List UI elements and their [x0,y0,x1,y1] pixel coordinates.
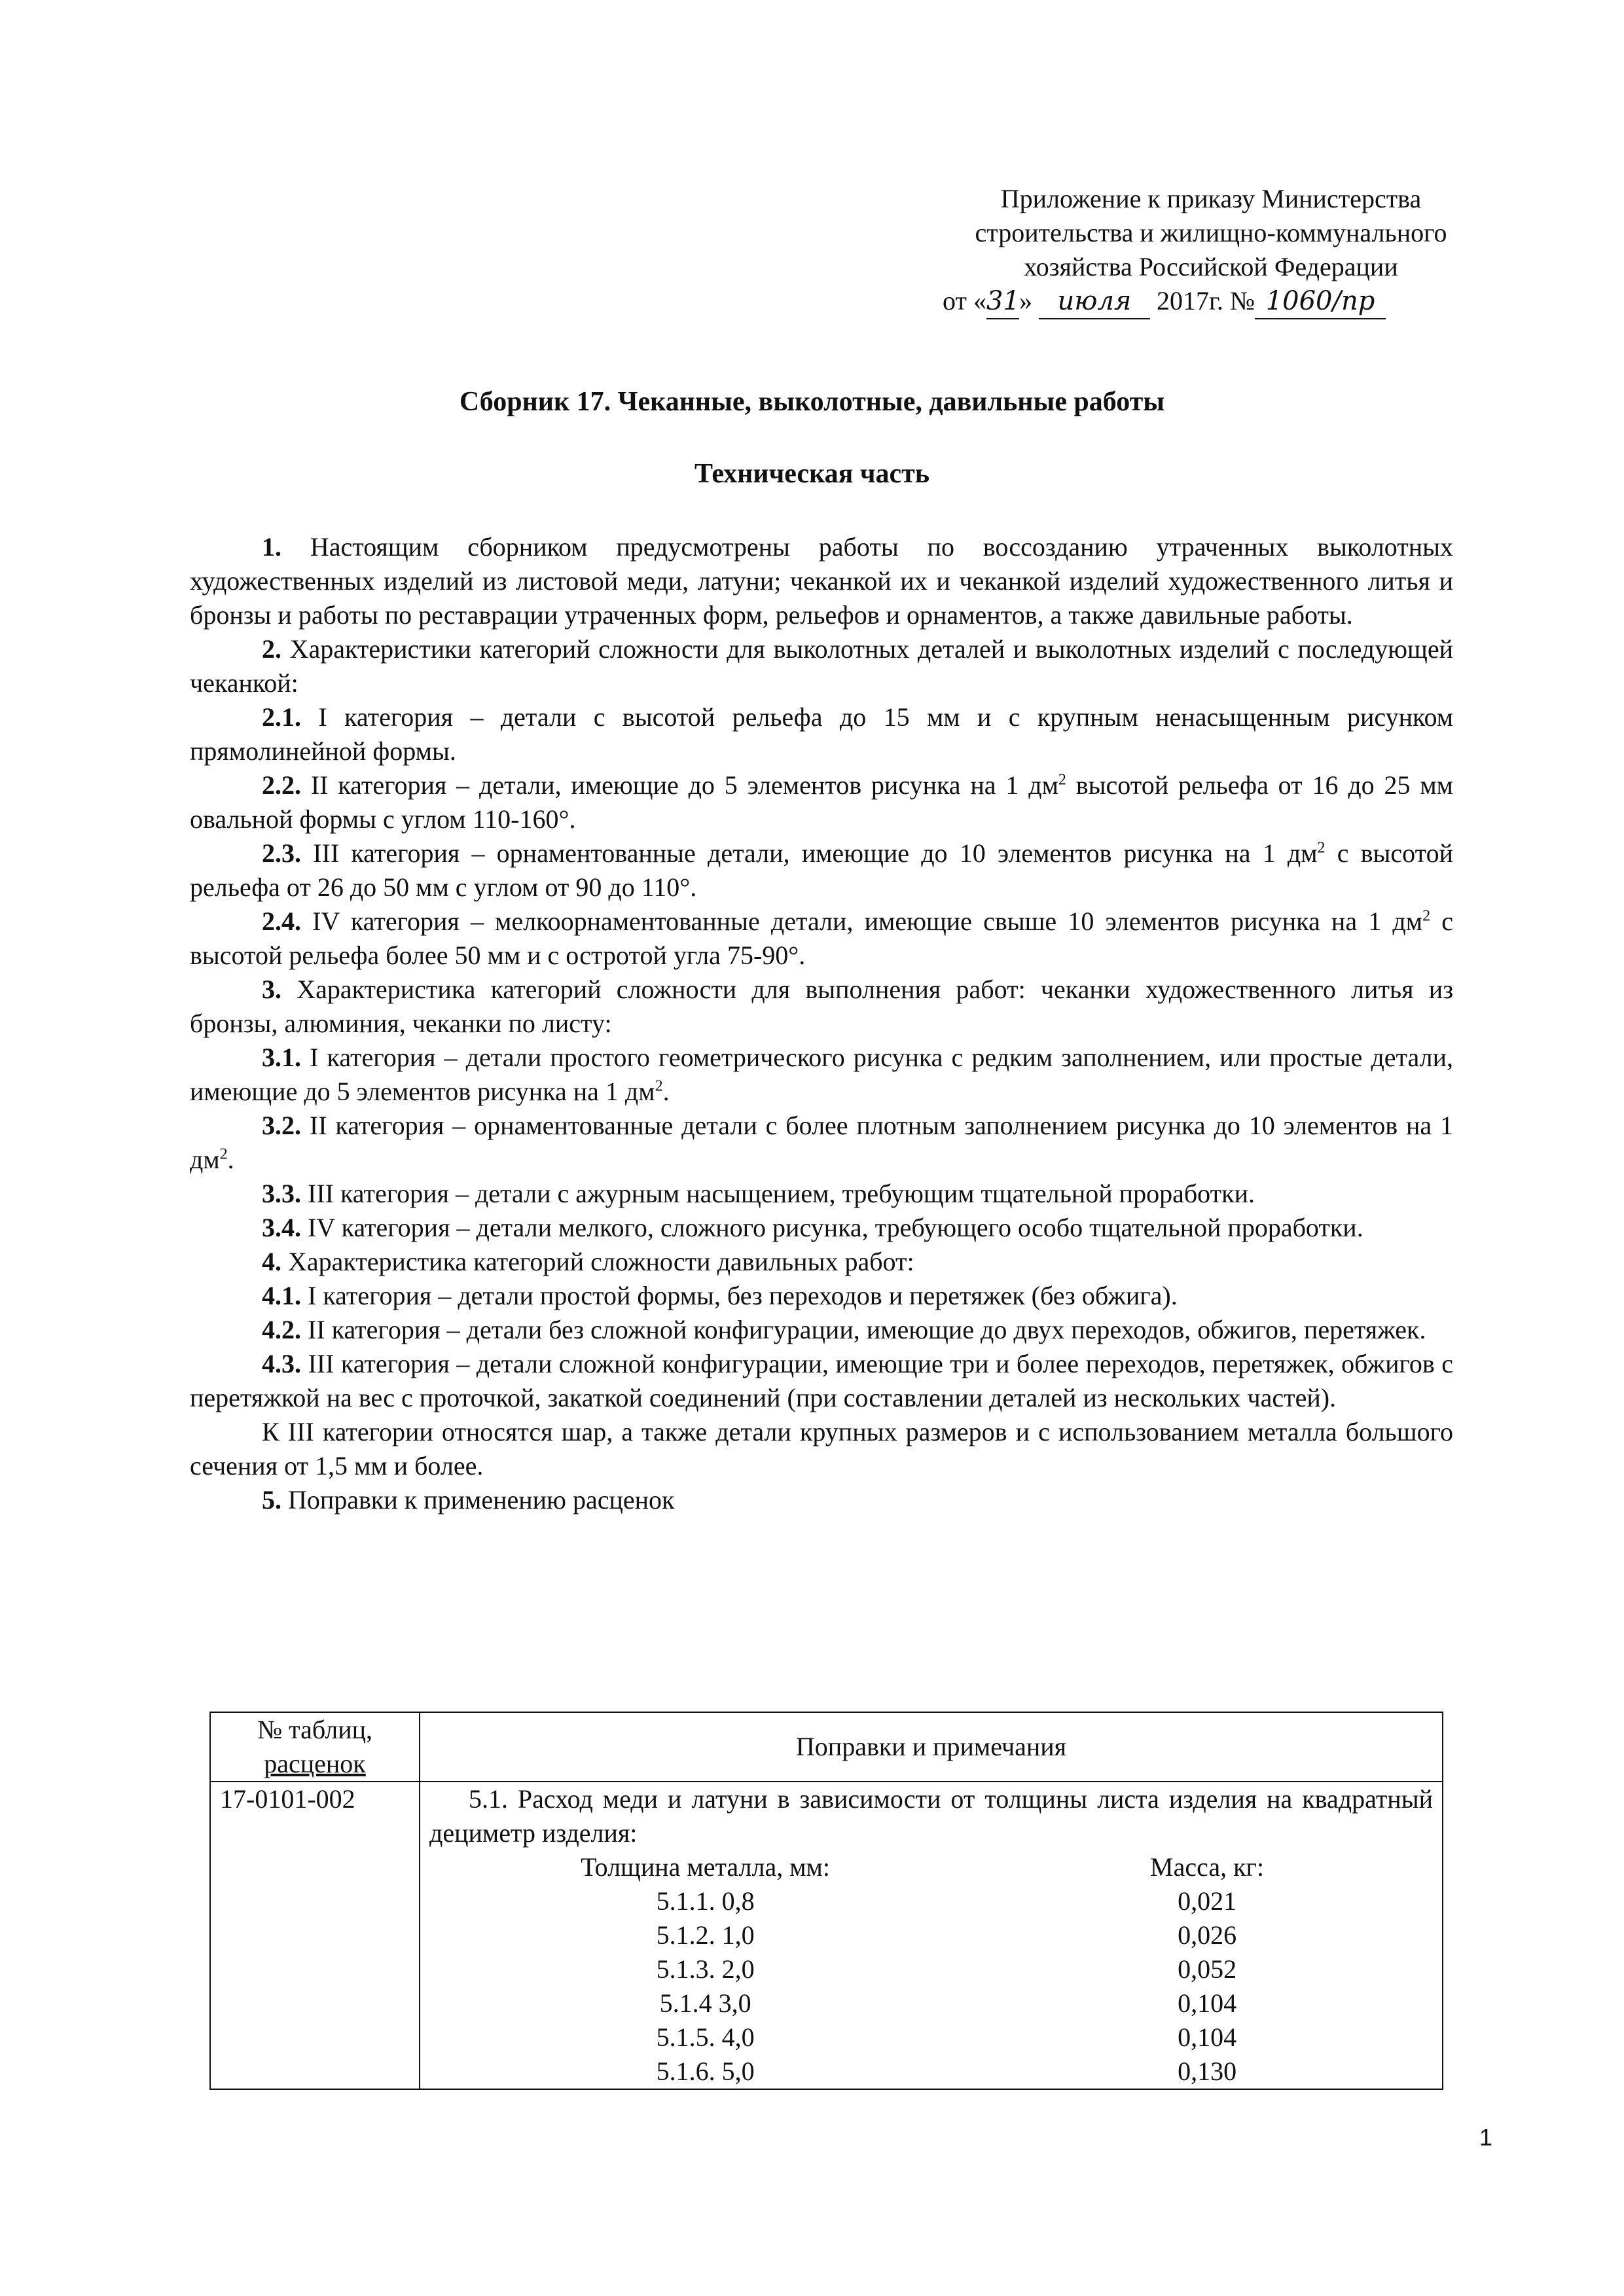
paragraph-4-3: 4.3. III категория – детали сложной конфигурации, имеющие три и более переходов, перетяжек, обжигов с перетяжкой на вес с проточкой, закаткой соединений (при составлении деталей из нескольких частей). [190,1349,1453,1412]
mass-subtable [429,1850,1433,2089]
paragraph-4-2: 4.2. II категория – детали без сложной конфигурации, имеющие до двух переходов, обжигов, перетяжек. [262,1315,1426,1344]
table-cell-notes [420,1782,1443,2089]
table-header-code [210,1712,420,1782]
order-line [903,284,1519,319]
note-text: 5.1. Расход меди и латуни в зависимости от толщины листа изделия на квадратный дециметр изделия: [429,1784,1433,1848]
header-code-line-1: № таблиц, [257,1715,372,1744]
header-line-1: Приложение к приказу Министерства [1000,184,1422,213]
paragraph-3-1: 3.1. I категория – детали простого геометрического рисунка с редким заполнением, или простые детали, имеющие до 5 элементов рисунка на 1 $дм^2$. [190,1043,1453,1106]
header-code-line-2: расценок [264,1749,366,1778]
approval-header [903,182,1519,319]
paragraph-1: 1. Настоящим сборником предусмотрены работы по воссозданию утраченных выколотных художественных изделий из листовой меди, латуни; чеканкой их и чеканкой изделий художественного литья и бронзы и работы по реставрации утраченных форм, рельефов и орнаментов, а также давильные работы. [190,532,1453,630]
mass-header: Масса, кг: [1150,1852,1265,1882]
header-line-2: строительства и жилищно-коммунального [975,218,1447,247]
paragraph-category-note: К III категории относятся шар, а также детали крупных размеров и с использованием металла большого сечения от 1,5 мм и более. [190,1417,1453,1480]
mass-row: 5.1.4 3,0 0,104 [659,1988,1237,2018]
paragraph-2-3: 2.3. III категория – орнаментованные детали, имеющие до 10 элементов рисунка на 1 $дм^2$ с высотой рельефа от 26 до 50 мм с углом от 90 до 110°. [190,838,1454,902]
order-day: 31 [986,284,1019,319]
table-row [210,1782,1443,2089]
table-header-row [210,1712,1443,1782]
order-mid: » [1019,286,1032,315]
paragraph-2-4: 2.4. IV категория – мелкоорнаментованные детали, имеющие свыше 10 элементов рисунка на 1 $дм^2$ с высотой рельефа более 50 мм и с остротой угла 75-90°. [190,906,1453,970]
order-number: 1060/пр [1255,284,1386,319]
paragraph-4: 4. Характеристика категорий сложности давильных работ: [262,1247,914,1276]
paragraph-3-4: 3.4. IV категория – детали мелкого, сложного рисунка, требующего особо тщательной проработки. [262,1213,1363,1242]
page-number: 1 [1479,2124,1493,2151]
table-cell-code: 17-0101-002 [210,1782,420,2089]
table-header-notes: Поправки и примечания [420,1712,1443,1782]
order-prefix: от « [943,286,986,315]
paragraph-2-1: 2.1. I категория – детали с высотой рельефа до 15 мм и с крупным ненасыщенным рисунком прямолинейной формы. [190,702,1453,766]
document-title: Сборник 17. Чеканные, выколотные, давильные работы [459,387,1165,417]
header-line-3: хозяйства Российской Федерации [1024,252,1398,281]
paragraph-3-2: 3.2. II категория – орнаментованные детали с более плотным заполнением рисунка до 10 элементов на 1 $дм^2$. [190,1111,1453,1174]
mass-row: 5.1.6. 5,0 0,130 [656,2056,1237,2086]
paragraph-5: 5. Поправки к применению расценок [262,1485,675,1515]
paragraph-2: 2. Характеристики категорий сложности для выколотных деталей и выколотных изделий с последующей чеканкой: [190,634,1453,698]
technical-part-body [190,530,1453,1517]
paragraph-2-2: 2.2. II категория – детали, имеющие до 5 элементов рисунка на 1 $дм^2$ высотой рельефа от 16 до 25 мм овальной формы с углом 110-160°. [190,770,1453,834]
paragraph-3: 3. Характеристика категорий сложности для выполнения работ: чеканки художественного литья из бронзы, алюминия, чеканки по листу: [190,975,1453,1038]
mass-row: 5.1.5. 4,0 0,104 [656,2022,1237,2052]
mass-row: 5.1.2. 1,0 0,026 [656,1920,1237,1950]
order-year: 2017г. № [1156,286,1255,315]
mass-row: 5.1.1. 0,8 0,021 [656,1886,1237,1916]
paragraph-3-3: 3.3. III категория – детали с ажурным насыщением, требующим тщательной проработки. [262,1179,1255,1208]
mass-header-row [429,1850,1433,1884]
paragraph-4-1: 4.1. I категория – детали простой формы, без переходов и перетяжек (без обжига). [262,1281,1178,1310]
section-title: Техническая часть [694,459,930,489]
thickness-header: Толщина металла, мм: [581,1852,830,1882]
order-month: июля [1039,284,1150,319]
mass-row: 5.1.3. 2,0 0,052 [656,1954,1237,1984]
corrections-table [209,1712,1443,2090]
